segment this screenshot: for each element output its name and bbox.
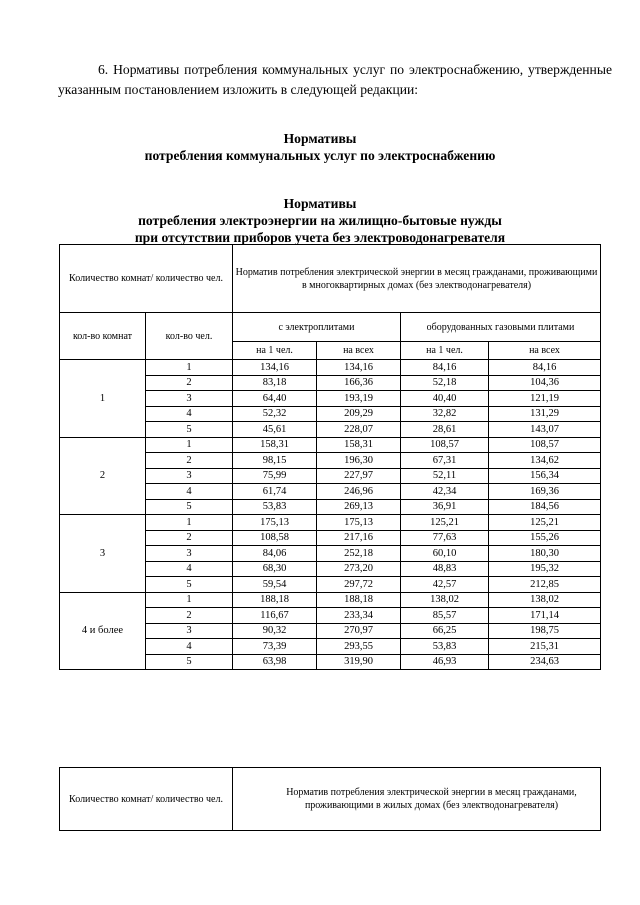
gas-total-cell: 171,14 <box>489 608 601 624</box>
gas-total-cell: 121,19 <box>489 391 601 407</box>
col-gas-per-person: на 1 чел. <box>401 342 489 360</box>
electric-total-cell: 166,36 <box>317 375 401 391</box>
gas-per-person-cell: 108,57 <box>401 437 489 453</box>
rooms-cell: 2 <box>60 437 146 515</box>
electric-total-cell: 188,18 <box>317 592 401 608</box>
people-cell: 2 <box>146 608 233 624</box>
electric-per-person-cell: 116,67 <box>233 608 317 624</box>
electric-per-person-cell: 68,30 <box>233 561 317 577</box>
group-electric: с электроплитами <box>233 313 401 342</box>
heading-2-line-1: Нормативы <box>283 196 357 211</box>
gas-total-cell: 195,32 <box>489 561 601 577</box>
gas-per-person-cell: 36,91 <box>401 499 489 515</box>
electric-total-cell: 134,16 <box>317 360 401 376</box>
gas-total-cell: 180,30 <box>489 546 601 562</box>
gas-per-person-cell: 52,18 <box>401 375 489 391</box>
people-cell: 2 <box>146 453 233 469</box>
col-rooms: кол-во комнат <box>60 313 146 360</box>
col-gas-total: на всех <box>489 342 601 360</box>
electric-total-cell: 293,55 <box>317 639 401 655</box>
electric-total-cell: 217,16 <box>317 530 401 546</box>
gas-per-person-cell: 42,34 <box>401 484 489 500</box>
gas-per-person-cell: 32,82 <box>401 406 489 422</box>
gas-per-person-cell: 40,40 <box>401 391 489 407</box>
electric-per-person-cell: 45,61 <box>233 422 317 438</box>
gas-total-cell: 155,26 <box>489 530 601 546</box>
gas-per-person-cell: 66,25 <box>401 623 489 639</box>
header-rooms-people-2: Количество комнат/ количество чел. <box>60 768 233 831</box>
table-row <box>60 515 601 531</box>
electric-total-cell: 209,29 <box>317 406 401 422</box>
col-people: кол-во чел. <box>146 313 233 360</box>
electric-per-person-cell: 84,06 <box>233 546 317 562</box>
gas-per-person-cell: 48,83 <box>401 561 489 577</box>
gas-total-cell: 234,63 <box>489 654 601 670</box>
gas-total-cell: 84,16 <box>489 360 601 376</box>
gas-per-person-cell: 85,57 <box>401 608 489 624</box>
electric-per-person-cell: 59,54 <box>233 577 317 593</box>
norms-table-apartments <box>59 244 601 670</box>
gas-total-cell: 184,56 <box>489 499 601 515</box>
norms-table-body <box>60 360 601 670</box>
norms-table-houses <box>59 767 601 831</box>
electric-per-person-cell: 175,13 <box>233 515 317 531</box>
intro-paragraph: 6. Нормативы потребления коммунальных услуг по электроснабжению, утвержденные указанным постановлением изложить в следующей редакции: <box>58 62 612 97</box>
header-norm: Норматив потребления электрической энергии в месяц гражданами, проживающими в многоквартирных домах (без электводонагревателя) <box>233 245 601 313</box>
electric-per-person-cell: 63,98 <box>233 654 317 670</box>
gas-per-person-cell: 77,63 <box>401 530 489 546</box>
heading-2 <box>40 195 600 246</box>
gas-total-cell: 138,02 <box>489 592 601 608</box>
electric-per-person-cell: 75,99 <box>233 468 317 484</box>
electric-total-cell: 269,13 <box>317 499 401 515</box>
gas-total-cell: 169,36 <box>489 484 601 500</box>
people-cell: 4 <box>146 484 233 500</box>
header-rooms-people: Количество комнат/ количество чел. <box>60 245 233 313</box>
rooms-cell: 3 <box>60 515 146 593</box>
electric-total-cell: 196,30 <box>317 453 401 469</box>
heading-2-line-3: при отсутствии приборов учета без электроводонагревателя <box>134 230 506 245</box>
people-cell: 4 <box>146 406 233 422</box>
electric-total-cell: 227,97 <box>317 468 401 484</box>
electric-per-person-cell: 134,16 <box>233 360 317 376</box>
people-cell: 5 <box>146 577 233 593</box>
gas-total-cell: 212,85 <box>489 577 601 593</box>
people-cell: 3 <box>146 468 233 484</box>
people-cell: 4 <box>146 639 233 655</box>
gas-total-cell: 198,75 <box>489 623 601 639</box>
gas-total-cell: 131,29 <box>489 406 601 422</box>
people-cell: 5 <box>146 422 233 438</box>
electric-total-cell: 228,07 <box>317 422 401 438</box>
electric-total-cell: 233,34 <box>317 608 401 624</box>
people-cell: 1 <box>146 360 233 376</box>
people-cell: 2 <box>146 530 233 546</box>
rooms-cell: 4 и более <box>60 592 146 670</box>
gas-per-person-cell: 42,57 <box>401 577 489 593</box>
gas-per-person-cell: 60,10 <box>401 546 489 562</box>
people-cell: 3 <box>146 623 233 639</box>
heading-1-line-1: Нормативы <box>283 131 357 146</box>
gas-per-person-cell: 138,02 <box>401 592 489 608</box>
gas-total-cell: 104,36 <box>489 375 601 391</box>
table-row <box>60 437 601 453</box>
electric-per-person-cell: 52,32 <box>233 406 317 422</box>
gas-total-cell: 215,31 <box>489 639 601 655</box>
group-gas: оборудованных газовыми плитами <box>401 313 601 342</box>
electric-total-cell: 319,90 <box>317 654 401 670</box>
electric-total-cell: 273,20 <box>317 561 401 577</box>
col-electric-per-person: на 1 чел. <box>233 342 317 360</box>
table-row <box>60 360 601 376</box>
electric-per-person-cell: 73,39 <box>233 639 317 655</box>
electric-per-person-cell: 188,18 <box>233 592 317 608</box>
heading-2-line-2: потребления электроэнергии на жилищно-бытовые нужды <box>138 213 502 228</box>
people-cell: 1 <box>146 437 233 453</box>
electric-total-cell: 246,96 <box>317 484 401 500</box>
electric-total-cell: 175,13 <box>317 515 401 531</box>
rooms-cell: 1 <box>60 360 146 438</box>
gas-total-cell: 125,21 <box>489 515 601 531</box>
gas-per-person-cell: 53,83 <box>401 639 489 655</box>
col-electric-total: на всех <box>317 342 401 360</box>
heading-1-line-2: потребления коммунальных услуг по электроснабжению <box>144 148 496 163</box>
electric-per-person-cell: 61,74 <box>233 484 317 500</box>
gas-total-cell: 143,07 <box>489 422 601 438</box>
people-cell: 5 <box>146 499 233 515</box>
gas-per-person-cell: 67,31 <box>401 453 489 469</box>
gas-per-person-cell: 52,11 <box>401 468 489 484</box>
people-cell: 4 <box>146 561 233 577</box>
gas-per-person-cell: 46,93 <box>401 654 489 670</box>
electric-per-person-cell: 108,58 <box>233 530 317 546</box>
gas-total-cell: 134,62 <box>489 453 601 469</box>
electric-per-person-cell: 64,40 <box>233 391 317 407</box>
people-cell: 1 <box>146 515 233 531</box>
electric-per-person-cell: 98,15 <box>233 453 317 469</box>
heading-1 <box>40 130 600 164</box>
people-cell: 3 <box>146 546 233 562</box>
electric-total-cell: 193,19 <box>317 391 401 407</box>
electric-per-person-cell: 90,32 <box>233 623 317 639</box>
electric-per-person-cell: 83,18 <box>233 375 317 391</box>
electric-total-cell: 252,18 <box>317 546 401 562</box>
gas-per-person-cell: 84,16 <box>401 360 489 376</box>
electric-per-person-cell: 158,31 <box>233 437 317 453</box>
people-cell: 2 <box>146 375 233 391</box>
electric-total-cell: 297,72 <box>317 577 401 593</box>
electric-per-person-cell: 53,83 <box>233 499 317 515</box>
gas-per-person-cell: 125,21 <box>401 515 489 531</box>
gas-per-person-cell: 28,61 <box>401 422 489 438</box>
electric-total-cell: 270,97 <box>317 623 401 639</box>
people-cell: 1 <box>146 592 233 608</box>
gas-total-cell: 156,34 <box>489 468 601 484</box>
people-cell: 5 <box>146 654 233 670</box>
electric-total-cell: 158,31 <box>317 437 401 453</box>
table-row <box>60 592 601 608</box>
gas-total-cell: 108,57 <box>489 437 601 453</box>
people-cell: 3 <box>146 391 233 407</box>
header-norm-2: Норматив потребления электрической энергии в месяц гражданами, проживающими в жилых домах (без электводонагревателя) <box>233 768 601 831</box>
